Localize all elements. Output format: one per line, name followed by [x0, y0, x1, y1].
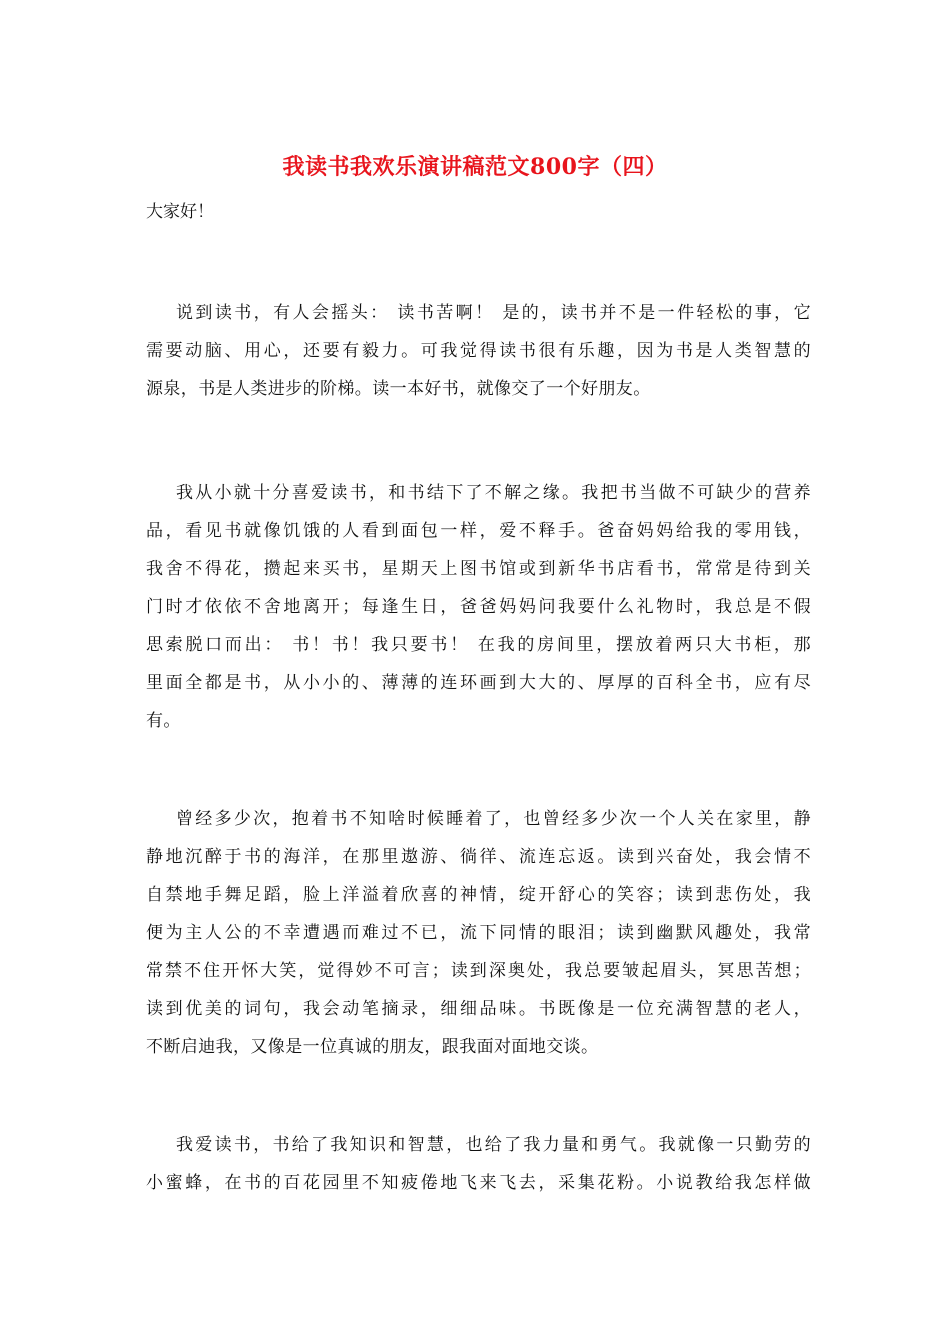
paragraph-line: 门时才依依不舍地离开；每逢生日，爸爸妈妈问我要什么礼物时，我总是不假: [146, 597, 811, 617]
paragraph-line: 有。: [146, 711, 181, 731]
paragraph-line: 思索脱口而出： 书！书！我只要书！ 在我的房间里，摆放着两只大书柜，那: [146, 635, 811, 655]
paragraph-line: 读到优美的词句，我会动笔摘录，细细品味。书既像是一位充满智慧的老人，: [146, 999, 811, 1019]
paragraph-line: 曾经多少次，抱着书不知啥时候睡着了，也曾经多少次一个人关在家里，静: [176, 809, 811, 829]
document-title: 我读书我欢乐演讲稿范文800字（四）: [282, 154, 668, 180]
paragraph-line: 自禁地手舞足蹈，脸上洋溢着欣喜的神情，绽开舒心的笑容；读到悲伤处，我: [146, 885, 811, 905]
paragraph-line: 我从小就十分喜爱读书，和书结下了不解之缘。我把书当做不可缺少的营养: [176, 483, 811, 503]
paragraph-line: 我爱读书，书给了我知识和智慧，也给了我力量和勇气。我就像一只勤劳的: [176, 1135, 811, 1155]
paragraph-line: 品，看见书就像饥饿的人看到面包一样，爱不释手。爸奋妈妈给我的零用钱，: [146, 521, 811, 541]
paragraph-4: [146, 1126, 811, 1202]
paragraph-line: 常禁不住开怀大笑，觉得妙不可言；读到深奥处，我总要皱起眉头，冥思苦想；: [146, 961, 811, 981]
paragraph-line: 我舍不得花，攒起来买书，星期天上图书馆或到新华书店看书，常常是待到关: [146, 559, 811, 579]
paragraph-2: [146, 474, 811, 740]
paragraph-line: 便为主人公的不幸遭遇而难过不已，流下同情的眼泪；读到幽默风趣处，我常: [146, 923, 811, 943]
paragraph-line: 里面全都是书，从小小的、薄薄的连环画到大大的、厚厚的百科全书，应有尽: [146, 673, 811, 693]
paragraph-1: [146, 294, 811, 408]
paragraph-line: 源泉，书是人类进步的阶梯。读一本好书，就像交了一个好朋友。: [146, 379, 651, 399]
paragraph-line: 静地沉醉于书的海洋，在那里遨游、徜徉、流连忘返。读到兴奋处，我会情不: [146, 847, 811, 867]
paragraph-line: 小蜜蜂，在书的百花园里不知疲倦地飞来飞去，采集花粉。小说教给我怎样做: [146, 1173, 811, 1193]
paragraph-line: 不断启迪我，又像是一位真诚的朋友，跟我面对面地交谈。: [146, 1037, 599, 1057]
paragraph-line: 说到读书，有人会摇头： 读书苦啊！ 是的，读书并不是一件轻松的事，它: [176, 303, 811, 323]
paragraph-3: [146, 800, 811, 1066]
greeting-text: 大家好！: [146, 202, 214, 222]
paragraph-line: 需要动脑、用心，还要有毅力。可我觉得读书很有乐趣，因为书是人类智慧的: [146, 341, 811, 361]
